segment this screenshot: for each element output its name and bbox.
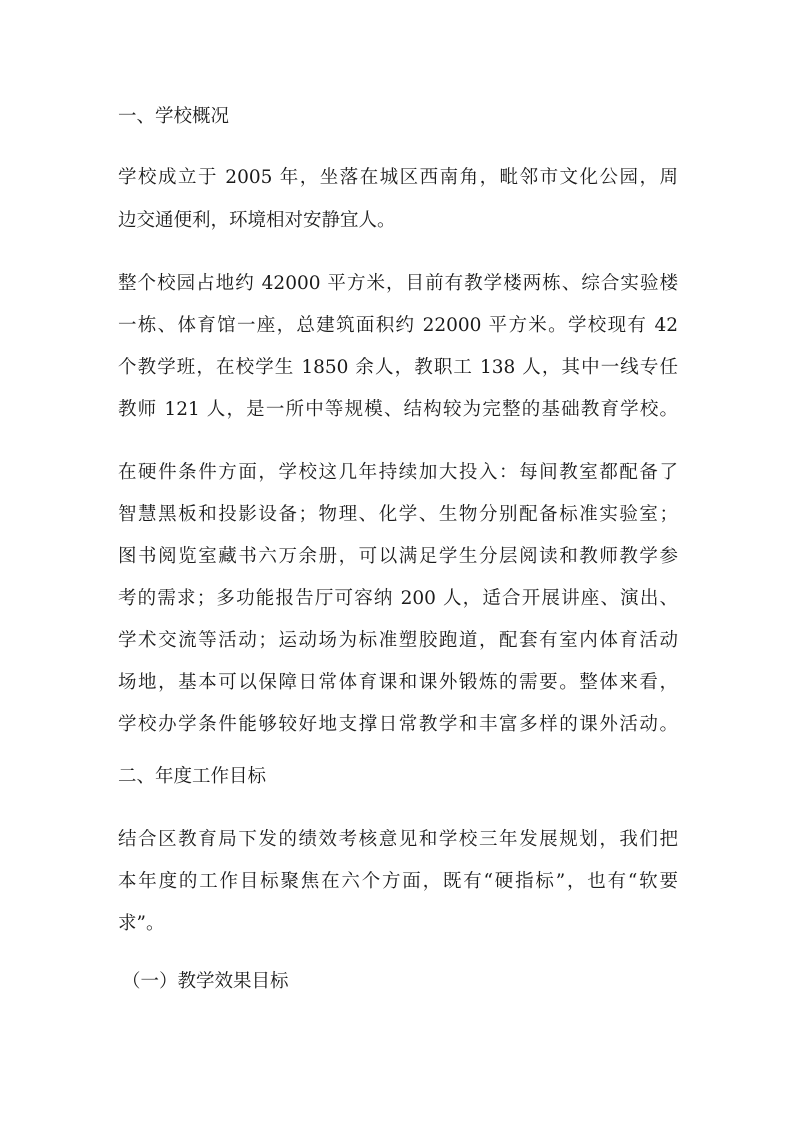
text-line: 边交通便利，环境相对安静宜人。: [118, 210, 396, 231]
text-line: 学校成立于 2005 年，坐落在城区西南角，毗邻市文化公园，周: [118, 167, 678, 188]
text-line: 本年度的工作目标聚焦在六个方面，既有“硬指标”，也有“软要: [118, 871, 678, 892]
text-line: 学术交流等活动；运动场为标准塑胶跑道，配套有室内体育活动: [118, 630, 678, 651]
text-line: 一栋、体育馆一座，总建筑面积约 22000 平方米。学校现有 42: [118, 315, 678, 336]
text-line: 场地，基本可以保障日常体育课和课外锻炼的需要。整体来看，: [118, 672, 678, 693]
text-line: 个教学班，在校学生 1850 余人，教职工 138 人，其中一线专任: [118, 357, 678, 378]
text-line: 整个校园占地约 42000 平方米，目前有教学楼两栋、综合实验楼: [118, 273, 678, 294]
text-line: 结合区教育局下发的绩效考核意见和学校三年发展规划，我们把: [118, 829, 678, 850]
text-line: 图书阅览室藏书六万余册，可以满足学生分层阅读和教师教学参: [118, 546, 678, 567]
text-line: 在硬件条件方面，学校这几年持续加大投入：每间教室都配备了: [118, 462, 678, 483]
section-heading: 二、年度工作目标: [118, 766, 267, 787]
text-line: 学校办学条件能够较好地支撑日常教学和丰富多样的课外活动。: [118, 714, 678, 735]
text-line: 求”。: [118, 913, 165, 934]
text-line: 教师 121 人，是一所中等规模、结构较为完整的基础教育学校。: [118, 399, 678, 420]
subsection-heading: （一）教学效果目标: [122, 971, 289, 992]
text-line: 智慧黑板和投影设备；物理、化学、生物分别配备标准实验室；: [118, 504, 678, 525]
text-line: 考的需求；多功能报告厅可容纳 200 人，适合开展讲座、演出、: [118, 588, 678, 609]
section-heading: 一、学校概况: [118, 106, 230, 127]
